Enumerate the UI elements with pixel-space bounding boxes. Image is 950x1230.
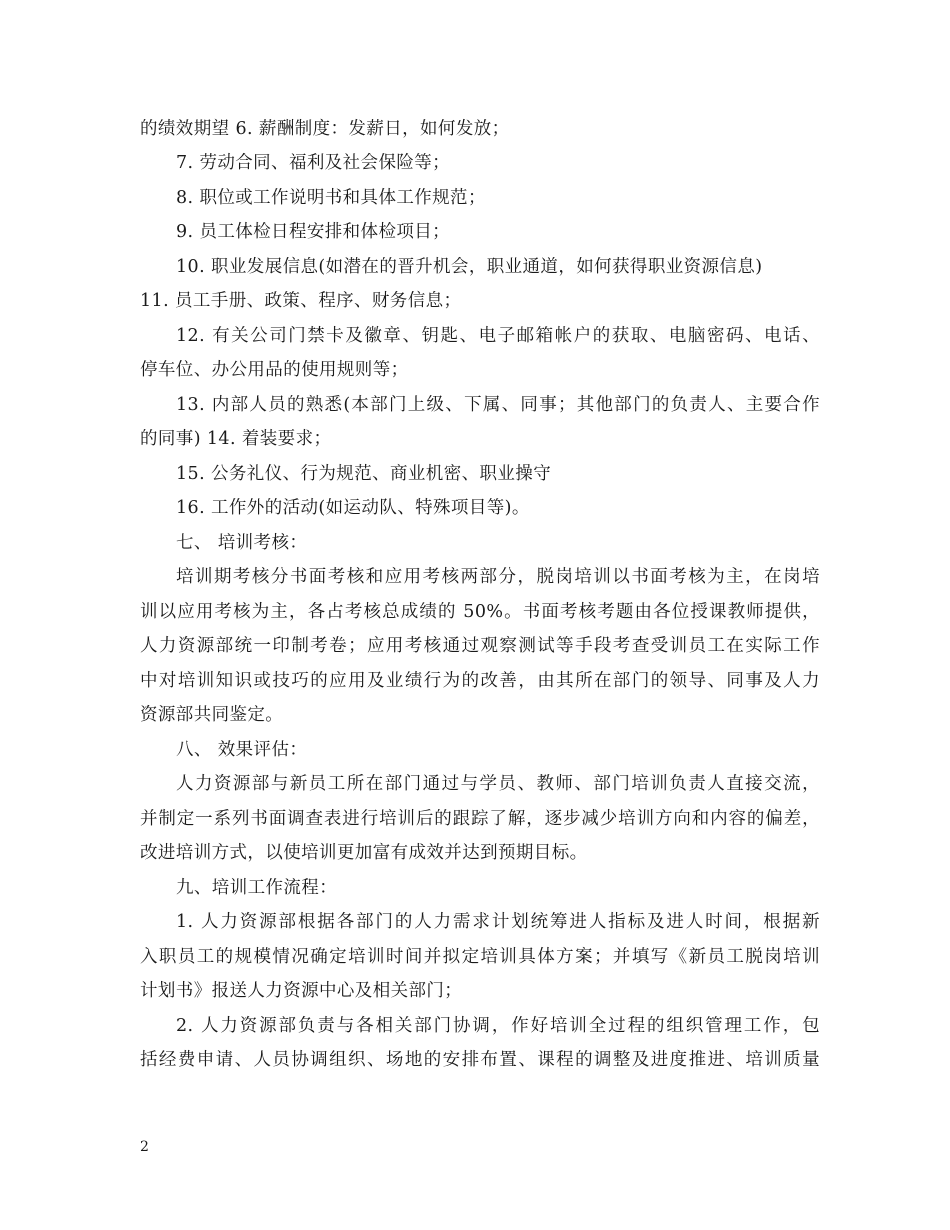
- paragraph-line: 括经费申请、人员协调组织、场地的安排布置、课程的调整及进度推进、培训质量: [140, 1050, 820, 1070]
- section-heading-effect-evaluation: 八、 效果评估：: [176, 740, 308, 760]
- paragraph-line: 2. 人力资源部负责与各相关部门协调，作好培训全过程的组织管理工作，包: [176, 1016, 820, 1036]
- text-line-1: 的绩效期望 6. 薪酬制度：发薪日，如何发放；: [140, 119, 510, 139]
- list-item-12: 12. 有关公司门禁卡及徽章、钥匙、电子邮箱帐户的获取、电脑密码、电话、: [176, 326, 820, 346]
- paragraph-line: 培训期考核分书面考核和应用考核两部分，脱岗培训以书面考核为主，在岗培: [176, 567, 820, 587]
- list-item-12-continued: 停车位、办公用品的使用规则等；: [140, 360, 409, 380]
- section-heading-training-workflow: 九、培训工作流程：: [176, 878, 338, 898]
- list-item-16: 16. 工作外的活动(如运动队、特殊项目等)。: [176, 498, 530, 518]
- paragraph-line: 中对培训知识或技巧的应用及业绩行为的改善，由其所在部门的领导、同事及人力: [140, 671, 820, 691]
- list-item-11: 11. 员工手册、政策、程序、财务信息；: [140, 291, 462, 311]
- paragraph-line: 训以应用考核为主，各占考核总成绩的 50%。书面考核考题由各位授课教师提供，: [140, 602, 820, 622]
- paragraph-line: 人力资源部与新员工所在部门通过与学员、教师、部门培训负责人直接交流，: [176, 774, 820, 794]
- list-item-8: 8. 职位或工作说明书和具体工作规范；: [176, 188, 486, 208]
- paragraph-line: 并制定一系列书面调查表进行培训后的跟踪了解，逐步减少培训方向和内容的偏差，: [140, 809, 820, 829]
- page-number: 2: [140, 1139, 149, 1155]
- paragraph-line: 资源部共同鉴定。: [140, 705, 284, 725]
- paragraph-line: 入职员工的规模情况确定培训时间并拟定培训具体方案；并填写《新员工脱岗培训: [140, 947, 820, 967]
- paragraph-line: 改进培训方式，以使培训更加富有成效并达到预期目标。: [140, 843, 588, 863]
- section-heading-training-assessment: 七、 培训考核：: [176, 533, 308, 553]
- list-item-10: 10. 职业发展信息(如潜在的晋升机会，职业通道，如何获得职业资源信息): [176, 257, 763, 277]
- paragraph-line: 计划书》报送人力资源中心及相关部门；: [140, 981, 463, 1001]
- paragraph-line: 人力资源部统一印制考卷；应用考核通过观察测试等手段考查受训员工在实际工作: [140, 636, 820, 656]
- list-item-15: 15. 公务礼仪、行为规范、商业机密、职业操守: [176, 464, 552, 484]
- list-item-13-continued: 的同事) 14. 着装要求；: [140, 429, 332, 449]
- list-item-7: 7. 劳动合同、福利及社会保险等；: [176, 153, 451, 173]
- paragraph-line: 1. 人力资源部根据各部门的人力需求计划统筹进人指标及进人时间，根据新: [176, 912, 820, 932]
- list-item-13: 13. 内部人员的熟悉(本部门上级、下属、同事；其他部门的负责人、主要合作: [176, 395, 820, 415]
- list-item-9: 9. 员工体检日程安排和体检项目；: [176, 222, 451, 242]
